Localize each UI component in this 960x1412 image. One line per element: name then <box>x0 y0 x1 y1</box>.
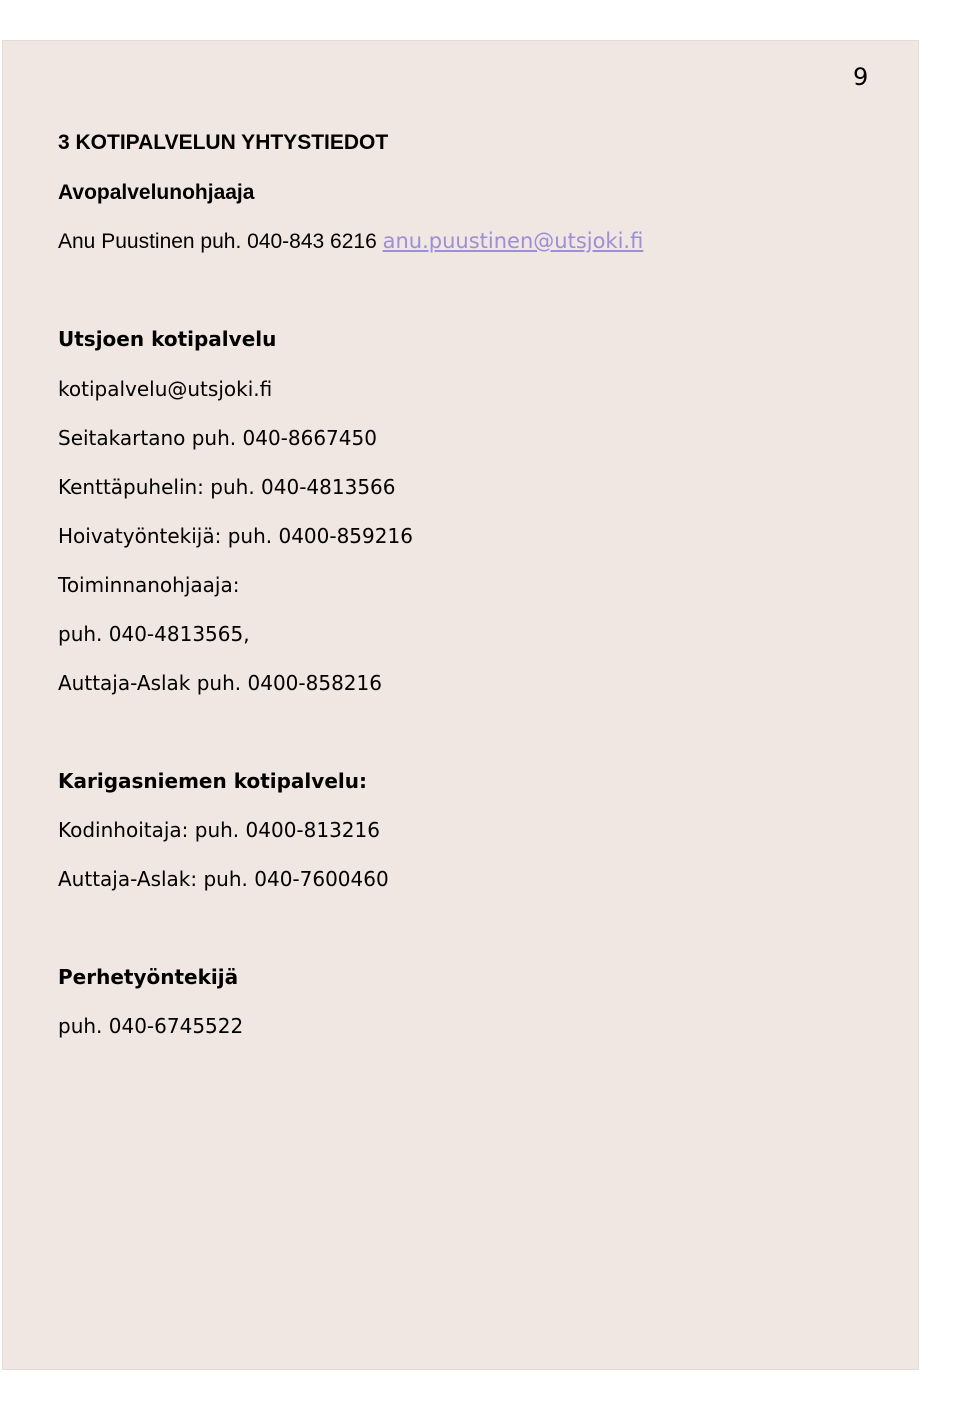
document-page <box>2 40 919 1370</box>
karigasniemi-kodinhoitaja: Kodinhoitaja: puh. 0400-813216 <box>58 818 380 842</box>
avopalvelu-email-link[interactable]: anu.puustinen@utsjoki.fi <box>382 229 644 253</box>
avopalvelu-contact <box>58 231 643 252</box>
section-title: 3 KOTIPALVELUN YHTYSTIEDOT <box>58 131 389 154</box>
utsjoki-seitakartano: Seitakartano puh. 040-8667450 <box>58 426 377 450</box>
utsjoki-toiminnanohjaaja-phone: puh. 040-4813565, <box>58 622 250 646</box>
avopalvelu-heading: Avopalvelunohjaaja <box>58 181 255 204</box>
utsjoki-hoivatyontekija: Hoivatyöntekijä: puh. 0400-859216 <box>58 524 413 548</box>
perhe-phone: puh. 040-6745522 <box>58 1014 244 1038</box>
utsjoki-email: kotipalvelu@utsjoki.fi <box>58 377 273 401</box>
utsjoki-auttaja-aslak: Auttaja-Aslak puh. 0400-858216 <box>58 671 382 695</box>
perhe-heading: Perhetyöntekijä <box>58 965 239 989</box>
utsjoki-toiminnanohjaaja: Toiminnanohjaaja: <box>58 573 240 597</box>
utsjoki-kenttapuhelin: Kenttäpuhelin: puh. 040-4813566 <box>58 475 396 499</box>
page-number: 9 <box>853 63 869 91</box>
avopalvelu-contact-text: Anu Puustinen puh. 040-843 6216 <box>58 230 383 253</box>
utsjoki-heading: Utsjoen kotipalvelu <box>58 327 277 351</box>
karigasniemi-auttaja-aslak: Auttaja-Aslak: puh. 040-7600460 <box>58 867 389 891</box>
karigasniemi-heading: Karigasniemen kotipalvelu: <box>58 769 367 793</box>
